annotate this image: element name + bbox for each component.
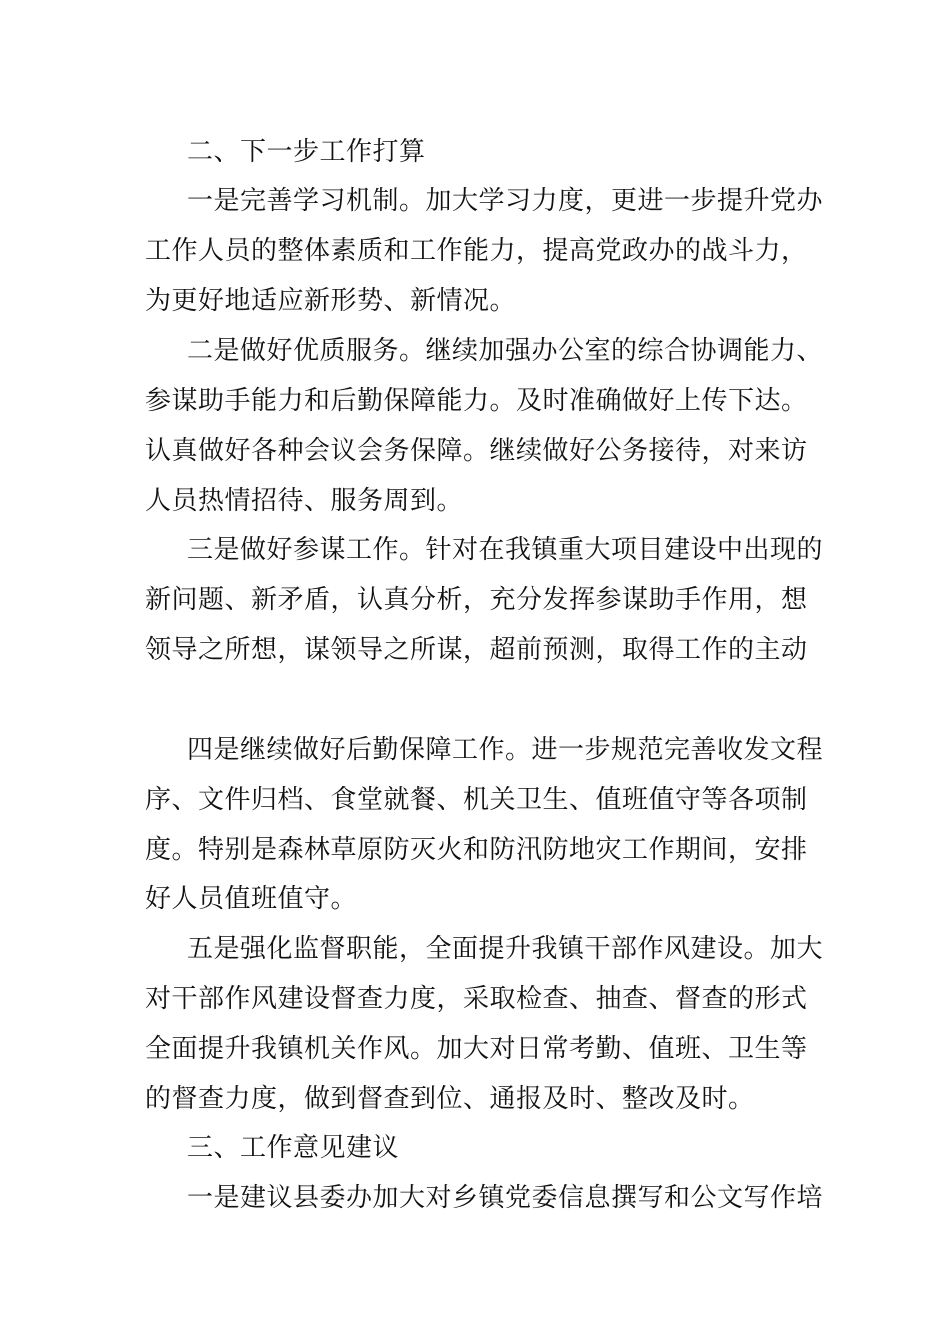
- section-heading-suggestions: 三、工作意见建议: [187, 1133, 400, 1163]
- paragraph-line: 三是做好参谋工作。针对在我镇重大项目建设中出现的: [187, 535, 824, 565]
- paragraph-line: 序、文件归档、食堂就餐、机关卫生、值班值守等各项制: [145, 785, 808, 815]
- paragraph-line: 工作人员的整体素质和工作能力，提高党政办的战斗力，: [145, 236, 808, 266]
- paragraph-line: 一是完善学习机制。加大学习力度，更进一步提升党办: [187, 186, 824, 216]
- paragraph-line: 领导之所想，谋领导之所谋，超前预测，取得工作的主动: [145, 635, 808, 665]
- paragraph-line: 新问题、新矛盾，认真分析，充分发挥参谋助手作用，想: [145, 585, 808, 615]
- paragraph-line: 二是做好优质服务。继续加强办公室的综合协调能力、: [187, 336, 824, 366]
- paragraph-line: 参谋助手能力和后勤保障能力。及时准确做好上传下达。: [145, 386, 808, 416]
- paragraph-line: 为更好地适应新形势、新情况。: [145, 286, 517, 316]
- paragraph-line: 一是建议县委办加大对乡镇党委信息撰写和公文写作培: [187, 1183, 824, 1213]
- paragraph-line: 的督查力度，做到督查到位、通报及时、整改及时。: [145, 1084, 755, 1114]
- paragraph-line: 认真做好各种会议会务保障。继续做好公务接待，对来访: [145, 436, 808, 466]
- paragraph-line: 四是继续做好后勤保障工作。进一步规范完善收发文程: [187, 735, 824, 765]
- paragraph-line: 全面提升我镇机关作风。加大对日常考勤、值班、卫生等: [145, 1034, 808, 1064]
- section-heading-next-steps: 二、下一步工作打算: [187, 137, 426, 167]
- paragraph-line: 度。特别是森林草原防灭火和防汛防地灾工作期间，安排: [145, 835, 808, 865]
- paragraph-line: 对干部作风建设督查力度，采取检查、抽查、督查的形式: [145, 984, 808, 1014]
- paragraph-line: 五是强化监督职能，全面提升我镇干部作风建设。加大: [187, 934, 824, 964]
- paragraph-line: 好人员值班值守。: [145, 884, 358, 914]
- paragraph-line: 人员热情招待、服务周到。: [145, 486, 464, 516]
